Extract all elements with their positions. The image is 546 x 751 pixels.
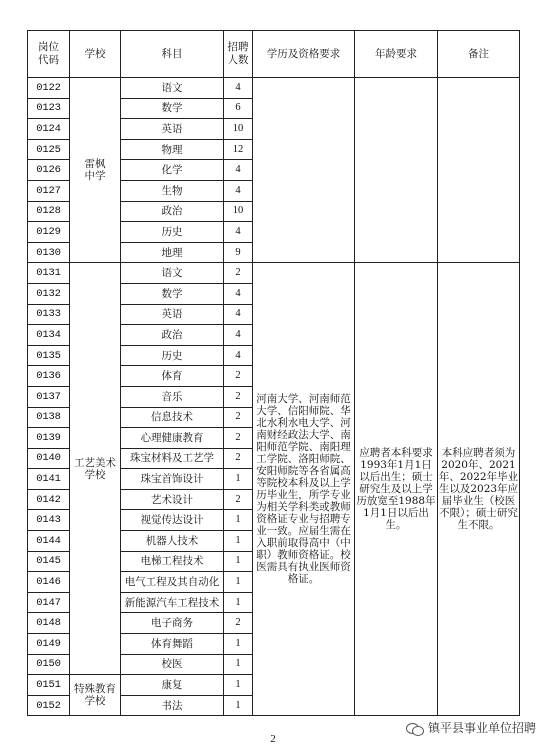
header-note: 备注 xyxy=(438,31,520,78)
hire-count: 1 xyxy=(224,572,253,593)
hire-count: 2 xyxy=(224,613,253,634)
post-code: 0127 xyxy=(28,180,70,201)
post-code: 0152 xyxy=(28,695,70,716)
post-code: 0125 xyxy=(28,139,70,160)
wechat-icon xyxy=(406,721,424,735)
subject-name: 数学 xyxy=(121,283,224,304)
post-code: 0141 xyxy=(28,469,70,490)
hire-count: 2 xyxy=(224,386,253,407)
hire-count: 2 xyxy=(224,448,253,469)
hire-count: 1 xyxy=(224,551,253,572)
subject-name: 体育 xyxy=(121,366,224,387)
hire-count: 1 xyxy=(224,654,253,675)
subject-name: 音乐 xyxy=(121,386,224,407)
header-row xyxy=(28,31,520,78)
post-code: 0146 xyxy=(28,572,70,593)
header-requirements: 学历及资格要求 xyxy=(253,31,355,78)
subject-name: 化学 xyxy=(121,160,224,181)
post-code: 0145 xyxy=(28,551,70,572)
subject-name: 语文 xyxy=(121,263,224,284)
subject-name: 视觉传达设计 xyxy=(121,510,224,531)
subject-name: 政治 xyxy=(121,325,224,346)
post-code: 0144 xyxy=(28,531,70,552)
hire-count: 1 xyxy=(224,510,253,531)
hire-count: 4 xyxy=(224,78,253,99)
note-text: 本科应聘者须为2020年、2021年、2022年毕业生以及2023年应届毕业生（校医不限）；硕士研究生不限。 xyxy=(438,263,520,716)
hire-count: 1 xyxy=(224,634,253,655)
post-code: 0128 xyxy=(28,201,70,222)
subject-name: 历史 xyxy=(121,222,224,243)
hire-count: 4 xyxy=(224,283,253,304)
post-code: 0137 xyxy=(28,386,70,407)
post-code: 0143 xyxy=(28,510,70,531)
school-name: 雷枫 中学 xyxy=(70,78,121,263)
subject-name: 新能源汽车工程技术 xyxy=(121,592,224,613)
hire-count: 4 xyxy=(224,304,253,325)
header-age: 年龄要求 xyxy=(355,31,438,78)
subject-name: 电子商务 xyxy=(121,613,224,634)
age-blank xyxy=(355,78,438,263)
post-code: 0139 xyxy=(28,428,70,449)
post-code: 0149 xyxy=(28,634,70,655)
page-number: 2 xyxy=(270,733,276,745)
hire-count: 1 xyxy=(224,469,253,490)
school-name: 工艺美术 学校 xyxy=(70,263,121,675)
watermark xyxy=(406,719,536,736)
hire-count: 4 xyxy=(224,325,253,346)
recruitment-table xyxy=(27,30,520,716)
subject-name: 英语 xyxy=(121,119,224,140)
note-blank xyxy=(438,78,520,263)
school-name: 特殊教育 学校 xyxy=(70,675,121,716)
requirements-text: 河南大学、河南师范大学、信阳师院、华北水利水电大学、河南财经政法大学、南阳师范学院、南阳理工学院、洛阳师院、安阳师院等各省属高等院校本科及以上学历毕业生，所学专业为相关学科类或教师资格证专业与招聘专业一致。应届生需在入职前取得高中（中职）教师资格证。校医需具有执业医师资格证。 xyxy=(253,263,355,716)
hire-count: 2 xyxy=(224,366,253,387)
subject-name: 珠宝首饰设计 xyxy=(121,469,224,490)
requirements-blank xyxy=(253,78,355,263)
hire-count: 9 xyxy=(224,242,253,263)
hire-count: 4 xyxy=(224,345,253,366)
subject-name: 书法 xyxy=(121,695,224,716)
table-row xyxy=(28,263,520,284)
post-code: 0130 xyxy=(28,242,70,263)
subject-name: 语文 xyxy=(121,78,224,99)
hire-count: 1 xyxy=(224,675,253,696)
hire-count: 2 xyxy=(224,428,253,449)
post-code: 0142 xyxy=(28,489,70,510)
post-code: 0150 xyxy=(28,654,70,675)
table-row xyxy=(28,78,520,99)
post-code: 0136 xyxy=(28,366,70,387)
subject-name: 艺术设计 xyxy=(121,489,224,510)
hire-count: 10 xyxy=(224,119,253,140)
post-code: 0129 xyxy=(28,222,70,243)
post-code: 0140 xyxy=(28,448,70,469)
hire-count: 4 xyxy=(224,222,253,243)
watermark-text: 镇平县事业单位招聘 xyxy=(427,721,536,735)
hire-count: 6 xyxy=(224,98,253,119)
header-subject: 科目 xyxy=(121,31,224,78)
subject-name: 历史 xyxy=(121,345,224,366)
subject-name: 珠宝材料及工艺学 xyxy=(121,448,224,469)
header-school: 学校 xyxy=(70,31,121,78)
subject-name: 康复 xyxy=(121,675,224,696)
subject-name: 校医 xyxy=(121,654,224,675)
hire-count: 2 xyxy=(224,263,253,284)
subject-name: 地理 xyxy=(121,242,224,263)
hire-count: 4 xyxy=(224,180,253,201)
header-code: 岗位 代码 xyxy=(28,31,70,78)
subject-name: 生物 xyxy=(121,180,224,201)
subject-name: 电气工程及其自动化 xyxy=(121,572,224,593)
subject-name: 物理 xyxy=(121,139,224,160)
hire-count: 2 xyxy=(224,407,253,428)
subject-name: 信息技术 xyxy=(121,407,224,428)
age-requirement-text: 应聘者本科要求1993年1月1日以后出生；硕士研究生及以上学历放宽至1988年1月1日以后出生。 xyxy=(355,263,438,716)
post-code: 0123 xyxy=(28,98,70,119)
post-code: 0138 xyxy=(28,407,70,428)
post-code: 0135 xyxy=(28,345,70,366)
subject-name: 数学 xyxy=(121,98,224,119)
subject-name: 机器人技术 xyxy=(121,531,224,552)
hire-count: 4 xyxy=(224,160,253,181)
post-code: 0133 xyxy=(28,304,70,325)
post-code: 0132 xyxy=(28,283,70,304)
post-code: 0124 xyxy=(28,119,70,140)
header-count: 招聘 人数 xyxy=(224,31,253,78)
post-code: 0131 xyxy=(28,263,70,284)
subject-name: 电梯工程技术 xyxy=(121,551,224,572)
hire-count: 1 xyxy=(224,695,253,716)
post-code: 0151 xyxy=(28,675,70,696)
post-code: 0134 xyxy=(28,325,70,346)
subject-name: 英语 xyxy=(121,304,224,325)
hire-count: 1 xyxy=(224,531,253,552)
post-code: 0122 xyxy=(28,78,70,99)
hire-count: 10 xyxy=(224,201,253,222)
subject-name: 体育舞蹈 xyxy=(121,634,224,655)
hire-count: 2 xyxy=(224,489,253,510)
hire-count: 1 xyxy=(224,592,253,613)
post-code: 0148 xyxy=(28,613,70,634)
subject-name: 心理健康教育 xyxy=(121,428,224,449)
post-code: 0126 xyxy=(28,160,70,181)
post-code: 0147 xyxy=(28,592,70,613)
hire-count: 12 xyxy=(224,139,253,160)
subject-name: 政治 xyxy=(121,201,224,222)
